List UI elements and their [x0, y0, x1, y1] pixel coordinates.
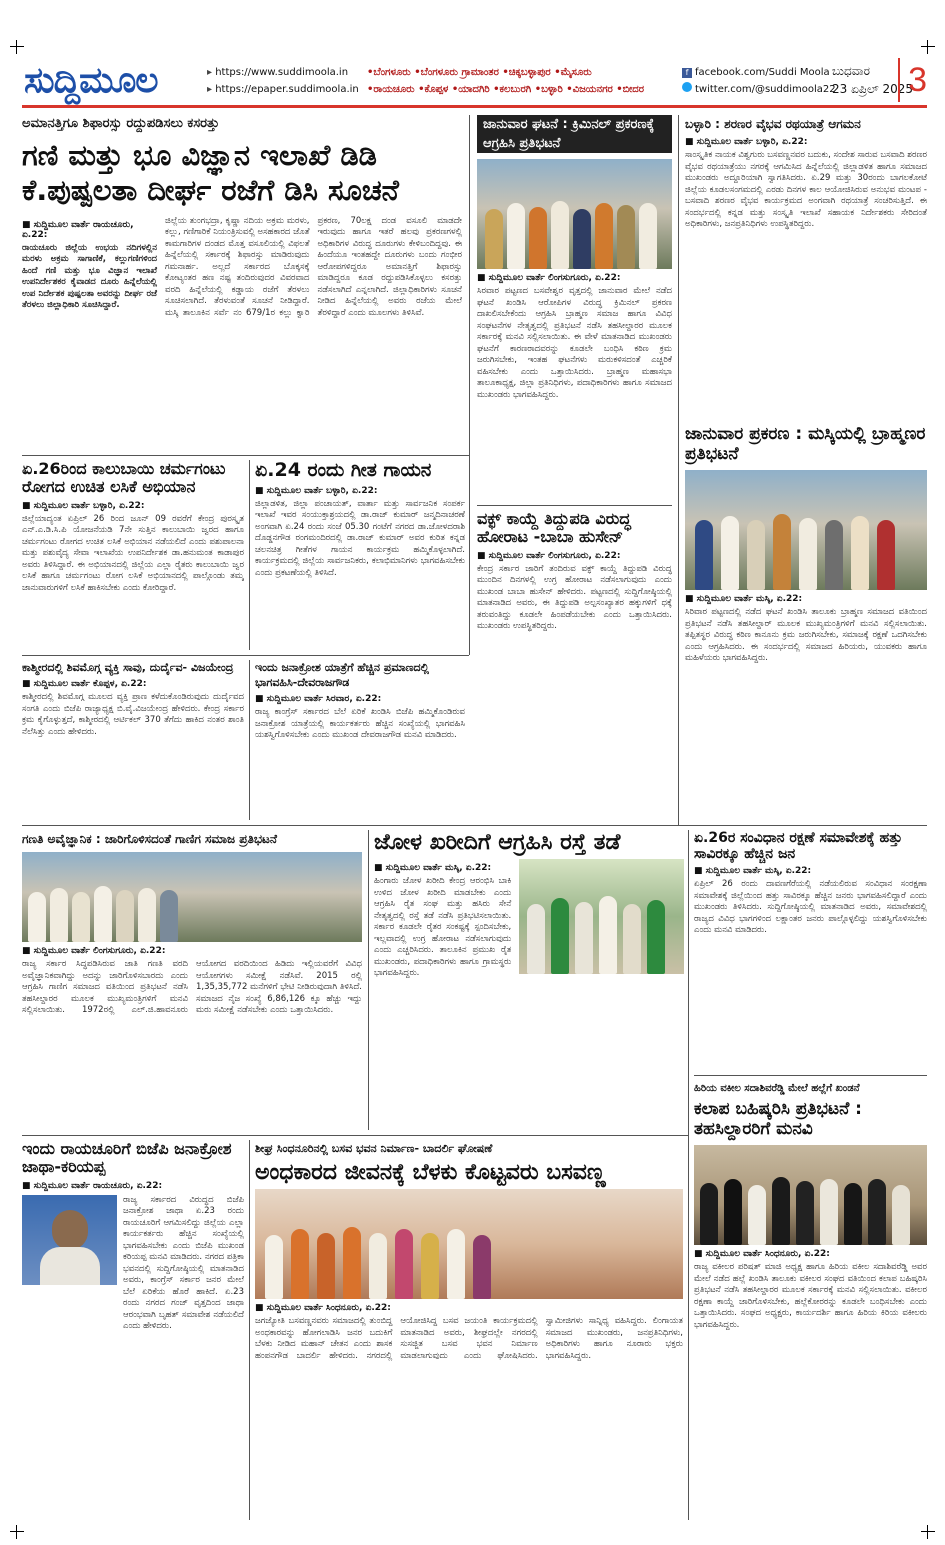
photo-lawyers [694, 1145, 927, 1245]
row-rule [477, 505, 672, 506]
article-waqf-body: ಕೇಂದ್ರ ಸರ್ಕಾರ ಜಾರಿಗೆ ತಂದಿರುವ ವಕ್ಫ್ ಕಾಯ್ದೆ ತಿದ್ದುಪಡಿ ವಿರುದ್ಧ ಮುಂದಿನ ದಿನಗಳಲ್ಲಿ ಉಗ್ರ ಹೋರಾಟ ನಡೆಸಲಾಗುವುದು ಎಂದು ಮುಖಂಡ ಬಾಬಾ ಹುಸೇನ್ ಹೇಳಿದರು. ಪಟ್ಟಣದಲ್ಲಿ ಸುದ್ದಿಗೋಷ್ಠಿಯಲ್ಲಿ ಮಾತನಾಡಿದ ಅವರು, ಈ ತಿದ್ದುಪಡಿ ಅಲ್ಪಸಂಖ್ಯಾತರ ಹಕ್ಕುಗಳಿಗೆ ಧಕ್ಕೆ ತರುವಂತಿದ್ದು ಕೂಡಲೇ ಹಿಂಪಡೆಯಬೇಕು ಎಂದು ಒತ್ತಾಯಿಸಿದರು. ಮುಖಂಡರು ಉಪಸ್ಥಿತರಿದ್ದರು. [477, 563, 672, 632]
row-rule [22, 1135, 688, 1136]
article-maski-protest-body: ಸಿರಿವಾರ ಪಟ್ಟಣದಲ್ಲಿ ನಡೆದ ಘಟನೆ ಖಂಡಿಸಿ ತಾಲೂಕು ಬ್ರಾಹ್ಮಣ ಸಮಾಜದ ವತಿಯಿಂದ ಪ್ರತಿಭಟನೆ ನಡೆಸಿ ತಹಸೀಲ್ದಾರ್ ಮೂಲಕ ಮುಖ್ಯಮಂತ್ರಿಗಳಿಗೆ ಮನವಿ ಸಲ್ಲಿಸಲಾಯಿತು. ತಪ್ಪಿತಸ್ಥರ ವಿರುದ್ಧ ಕಠಿಣ ಕಾನೂನು ಕ್ರಮ ಜರುಗಿಸಬೇಕು, ಸಮಾಜಕ್ಕೆ ರಕ್ಷಣೆ ಒದಗಿಸಬೇಕು ಎಂದು ಆಗ್ರಹಿಸಿದರು. ಈ ಸಂದರ್ಭದಲ್ಲಿ ಸಮಾಜದ ಹಿರಿಯರು, ಯುವಕರು ಹಾಗೂ ಮಹಿಳೆಯರು ಭಾಗವಹಿಸಿದ್ದರು. [685, 607, 927, 664]
article-samvidhana-byline: ■ ಸುದ್ದಿಮೂಲ ವಾರ್ತೆ ಮಸ್ಕಿ, ಏ.22: [694, 866, 927, 876]
article-kashmir-headline: ಕಾಶ್ಮೀರದಲ್ಲಿ ಶಿವಮೊಗ್ಗ ವ್ಯಕ್ತಿ ಸಾವು, ದುರ್ದೈವ- ವಿಜಯೇಂದ್ರ [22, 661, 234, 674]
article-criminal-case [477, 115, 672, 500]
lead-kicker: ಅಮಾನತ್ತಿಗೂ ಶಿಫಾರಸ್ಸು ರದ್ದುಪಡಿಸಲು ಕಸರತ್ತು [22, 116, 220, 131]
article-samvidhana-body: ಏಪ್ರಿಲ್ 26 ರಂದು ದಾವಣಗೆರೆಯಲ್ಲಿ ನಡೆಯಲಿರುವ ಸಂವಿಧಾನ ಸಂರಕ್ಷಣಾ ಸಮಾವೇಶಕ್ಕೆ ಜಿಲ್ಲೆಯಿಂದ ಹತ್ತು ಸಾವಿರಕ್ಕೂ ಹೆಚ್ಚಿನ ಜನರು ಭಾಗವಹಿಸಲಿದ್ದಾರೆ ಎಂದು ಮುಖಂಡರು ತಿಳಿಸಿದರು. ಸುದ್ದಿಗೋಷ್ಠಿಯಲ್ಲಿ ಮಾತನಾಡಿದ ಅವರು, ಸಮಾವೇಶದಲ್ಲಿ ರಾಜ್ಯದ ವಿವಿಧ ಭಾಗಗಳಿಂದ ಲಕ್ಷಾಂತರ ಜನರು ಪಾಲ್ಗೊಳ್ಳಲಿದ್ದು ಯಶಸ್ವಿಗೊಳಿಸಬೇಕು ಎಂದು ಮನವಿ ಮಾಡಿದರು. [694, 879, 927, 936]
crop-mark [10, 1525, 24, 1539]
row-rule [22, 455, 469, 456]
facebook-label: facebook.com/Suddi Moola [695, 67, 830, 78]
article-vaccine-headline: ಏ.26ರಿಂದ ಕಾಲುಬಾಯಿ ಚರ್ಮಗಂಟು ರೋಗದ ಉಚಿತ ಲಸಿಕೆ ಅಭಿಯಾನ [22, 460, 226, 497]
article-janakrosha-byline: ■ ಸುದ್ದಿಮೂಲ ವಾರ್ತೆ ಸಿರವಾರ, ಏ.22: [255, 694, 465, 704]
article-janakrosha [255, 660, 465, 820]
lead-article [22, 115, 462, 450]
city-line-1: •ಬೆಂಗಳೂರು •ಬೆಂಗಳೂರು ಗ್ರಾಮಾಂತರ •ಚಿಕ್ಕಬಳ್ಳಾಪುರ •ಮೈಸೂರು [367, 67, 592, 78]
article-kashmir [22, 660, 244, 820]
article-kashmir-body: ಕಾಶ್ಮೀರದಲ್ಲಿ ಶಿವಮೊಗ್ಗ ಮೂಲದ ವ್ಯಕ್ತಿ ಪ್ರಾಣ ಕಳೆದುಕೊಂಡಿರುವುದು ದುರ್ದೈವದ ಸಂಗತಿ ಎಂದು ಬಿಜೆಪಿ ರಾಜ್ಯಾಧ್ಯಕ್ಷ ಬಿ.ವೈ.ವಿಜಯೇಂದ್ರ ಹೇಳಿದರು. ಕೇಂದ್ರ ಸರ್ಕಾರ ಕ್ರಮ ಕೈಗೊಳ್ಳುತ್ತದೆ, ಕಾಶ್ಮೀರದಲ್ಲಿ ಆರ್ಟಿಕಲ್ 370 ತೆಗೆದು ಹಾಕಿದ ನಂತರ ಶಾಂತಿ ನೆಲೆಸಿತ್ತು ಎಂದು ಹೇಳಿದರು. [22, 692, 244, 737]
article-bjp-jatha [22, 1140, 244, 1520]
website-link[interactable]: ▸ https://www.suddimoola.in [207, 64, 359, 81]
article-waqf-byline: ■ ಸುದ್ದಿಮೂಲ ವಾರ್ತೆ ಲಿಂಗಸುಗೂರು, ಏ.22: [477, 551, 672, 561]
article-ballari-body: ಸಾಂಸ್ಕೃತಿಕ ನಾಯಕ ವಿಶ್ವಗುರು ಬಸವಣ್ಣನವರ ಬದುಕು, ಸಂದೇಶ ಸಾರುವ ಬಸವಾದಿ ಶರಣರ ವೈಭವ ರಥಯಾತ್ರೆಯು ನಗರಕ್ಕೆ ಆಗಮಿಸಿದ ಹಿನ್ನೆಲೆಯಲ್ಲಿ ಜಿಲ್ಲಾಡಳಿತ ಹಾಗೂ ಸಮಾಜದ ಮುಖಂಡರು ಅದ್ದೂರಿಯಾಗಿ ಸ್ವಾಗತಿಸಿದರು. ಏ.29 ಮತ್ತು 30ರಂದು ಬಾಗಲಕೋಟೆ ಜಿಲ್ಲೆಯ ಕೂಡಲಸಂಗಮದಲ್ಲಿ ಎರಡು ದಿನಗಳ ಕಾಲ ಆಯೋಜಿಸಿರುವ ಅನುಭವ ಮಂಟಪ - ಬಸವಾದಿ ಶರಣರ ವೈಭವ ಕಾರ್ಯಕ್ರಮದ ಅಂಗವಾಗಿ ರಥಯಾತ್ರೆ ಸಂಚರಿಸುತ್ತಿದೆ. ಈ ಸಂದರ್ಭದಲ್ಲಿ ಕನ್ನಡ ಮತ್ತು ಸಂಸ್ಕೃತಿ ಇಲಾಖೆ ಸಹಾಯಕ ನಿರ್ದೇಶಕರು ಸೇರಿದಂತೆ ಅಧಿಕಾರಿಗಳು, ಜನಪ್ರತಿನಿಧಿಗಳು ಉಪಸ್ಥಿತರಿದ್ದರು. [685, 150, 927, 229]
article-jola [374, 830, 684, 1130]
article-jola-byline: ■ ಸುದ್ದಿಮೂಲ ವಾರ್ತೆ ಮಸ್ಕಿ, ಏ.22: [374, 863, 511, 873]
photo-ganiga-protest [22, 852, 362, 942]
city-list [367, 64, 644, 98]
article-waqf [477, 510, 672, 820]
photo-protest-2 [685, 470, 927, 590]
article-gita-byline: ■ ಸುದ್ದಿಮೂಲ ವಾರ್ತೆ ಬಳ್ಳಾರಿ, ಏ.22: [255, 486, 465, 496]
article-gita [255, 460, 465, 650]
article-samvidhana-headline: ಏ.26ರ ಸಂವಿಧಾನ ರಕ್ಷಣೆ ಸಮಾವೇಶಕ್ಕೆ ಹತ್ತು ಸಾವಿರಕ್ಕೂ ಹೆಚ್ಚಿನ ಜನ [694, 830, 903, 863]
article-kalapa-body: ರಾಜ್ಯ ವಕೀಲರ ಪರಿಷತ್ ಮಾಜಿ ಅಧ್ಯಕ್ಷ ಹಾಗೂ ಹಿರಿಯ ವಕೀಲ ಸದಾಶಿವರೆಡ್ಡಿ ಅವರ ಮೇಲೆ ನಡೆದ ಹಲ್ಲೆ ಖಂಡಿಸಿ ತಾಲೂಕು ವಕೀಲರ ಸಂಘದ ವತಿಯಿಂದ ಕಲಾಪ ಬಹಿಷ್ಕರಿಸಿ ಪ್ರತಿಭಟನೆ ನಡೆಸಿ ತಹಸೀಲ್ದಾರರ ಮೂಲಕ ಸರ್ಕಾರಕ್ಕೆ ಮನವಿ ಸಲ್ಲಿಸಲಾಯಿತು. ವಕೀಲರ ರಕ್ಷಣಾ ಕಾಯ್ದೆ ಜಾರಿಗೊಳಿಸಬೇಕು, ಹಲ್ಲೆಕೋರರನ್ನು ಕೂಡಲೇ ಬಂಧಿಸಬೇಕು ಎಂದು ಒತ್ತಾಯಿಸಿದರು. ಸಂಘದ ಅಧ್ಯಕ್ಷರು, ಕಾರ್ಯದರ್ಶಿ ಹಾಗೂ ಹಿರಿಯ ಕಿರಿಯ ವಕೀಲರು ಭಾಗವಹಿಸಿದ್ದರು. [694, 1262, 927, 1330]
logo: ಸುದ್ದಿಮೂಲ [24, 60, 158, 101]
photo-basava-jayanti [255, 1189, 683, 1299]
article-ganati-headline: ಗಣತಿ ಅವೈಜ್ಞಾನಿಕ : ಜಾರಿಗೊಳಿಸದಂತೆ ಗಾಣಿಗ ಸಮಾಜ ಪ್ರತಿಭಟನೆ [22, 832, 278, 846]
twitter-icon [682, 82, 692, 92]
column-rule [249, 1140, 250, 1520]
photo-farmers [519, 859, 684, 974]
article-kalapa [694, 1080, 927, 1520]
twitter-link[interactable] [682, 81, 836, 98]
column-rule [368, 830, 369, 1130]
article-gita-headline: ಏ.24 ರಂದು ಗೀತ ಗಾಯನ [255, 460, 432, 481]
article-jola-headline: ಜೋಳ ಖರೀದಿಗೆ ಆಗ್ರಹಿಸಿ ರಸ್ತೆ ತಡೆ [374, 830, 621, 855]
article-basava-kicker: ಶೀಘ್ರ ಸಿಂಧನೂರಿನಲ್ಲಿ ಬಸವ ಭವನ ನಿರ್ಮಾಣ- ಬಾದರ್ಲಿ ಘೋಷಣೆ [255, 1142, 493, 1155]
article-kalapa-kicker: ಹಿರಿಯ ವಕೀಲ ಸದಾಶಿವರೆಡ್ಡಿ ಮೇಲೆ ಹಲ್ಲೆಗೆ ಖಂಡನೆ [694, 1083, 860, 1094]
article-bjp-jatha-byline: ■ ಸುದ್ದಿಮೂಲ ವಾರ್ತೆ ರಾಯಚೂರು, ಏ.22: [22, 1181, 244, 1191]
column-rule [249, 460, 250, 650]
article-maski-protest-headline: ಜಾನುವಾರ ಪ್ರಕರಣ : ಮಸ್ಕಿಯಲ್ಲಿ ಬ್ರಾಹ್ಮಣರ ಪ್ರತಿಭಟನೆ [685, 425, 926, 464]
social-links [682, 64, 836, 98]
article-gita-body: ಜಿಲ್ಲಾಡಳಿತ, ಜಿಲ್ಲಾ ಪಂಚಾಯತ್, ವಾರ್ತಾ ಮತ್ತು ಸಾರ್ವಜನಿಕ ಸಂಪರ್ಕ ಇಲಾಖೆ ಇವರ ಸಂಯುಕ್ತಾಶ್ರಯದಲ್ಲಿ ಡಾ.ರಾಜ್ ಕುಮಾರ್ ಜನ್ಮದಿನಾಚರಣೆ ಅಂಗವಾಗಿ ಏ.24 ರಂದು ಸಂಜೆ 05.30 ಗಂಟೆಗೆ ನಗರದ ಡಾ.ಜೋಳದರಾಶಿ ದೊಡ್ಡನಗೌಡ ರಂಗಮಂದಿರದಲ್ಲಿ ಡಾ.ರಾಜ್ ಕುಮಾರ್ ಅವರ ಕುರಿತ ಕನ್ನಡ ಚಲನಚಿತ್ರ ಗೀತೆಗಳ ಗಾಯನ ಕಾರ್ಯಕ್ರಮ ಹಮ್ಮಿಕೊಳ್ಳಲಾಗಿದೆ. ಕಾರ್ಯಕ್ರಮದಲ್ಲಿ ಜಿಲ್ಲೆಯ ಸಾರ್ವಜನಿಕರು, ಕಲಾಭಿಮಾನಿಗಳು ಭಾಗವಹಿಸಬೇಕು ಎಂದು ಪ್ರಕಟಣೆಯಲ್ಲಿ ತಿಳಿಸಿದೆ. [255, 498, 465, 578]
site-links [207, 64, 359, 98]
article-bjp-jatha-headline: ಇಂದು ರಾಯಚೂರಿಗೆ ಬಿಜೆಪಿ ಜನಾಕ್ರೋಶ ಜಾಥಾ-ಕರಿಯಪ್ಪ [22, 1140, 232, 1177]
photo-portrait [22, 1195, 117, 1285]
twitter-label: twitter.com/@suddimoola22 [695, 84, 836, 95]
newspaper-page [22, 40, 927, 1520]
article-ganati-byline: ■ ಸುದ್ದಿಮೂಲ ವಾರ್ತೆ ಲಿಂಗಸುಗೂರು, ಏ.22: [22, 946, 362, 956]
epaper-link[interactable]: ▸ https://epaper.suddimoola.in [207, 81, 359, 98]
article-maski-protest-byline: ■ ಸುದ್ದಿಮೂಲ ವಾರ್ತೆ ಮಸ್ಕಿ, ಏ.22: [685, 594, 927, 604]
article-vaccine [22, 460, 244, 650]
weekday: ಬುಧವಾರ [832, 64, 870, 78]
article-vaccine-body: ಜಿಲ್ಲೆಯಾದ್ಯಂತ ಏಪ್ರಿಲ್ 26 ರಿಂದ ಜೂನ್ 09 ರವರೆಗೆ ಕೇಂದ್ರ ಪುರಸ್ಕೃತ ಎನ್.ಎ.ಡಿ.ಸಿ.ಪಿ ಯೋಜನೆಯಡಿ 7ನೇ ಸುತ್ತಿನ ಕಾಲುಬಾಯಿ ಜ್ವರದ ಹಾಗೂ ಚರ್ಮಗಂಟು ರೋಗದ ಉಚಿತ ಲಸಿಕೆ ಅಭಿಯಾನ ನಡೆಯಲಿದೆ ಎಂದು ಪಶುಪಾಲನಾ ಮತ್ತು ಪಶುವೈದ್ಯ ಸೇವಾ ಇಲಾಖೆಯ ಉಪನಿರ್ದೇಶಕ ಡಾ.ಹನುಮಂತ ಕಾಡಾಪುರ ಅವರು ತಿಳಿಸಿದ್ದಾರೆ. ಈ ಅಭಿಯಾನದಲ್ಲಿ ಜಿಲ್ಲೆಯ ಎಲ್ಲಾ ರೈತರು ಕಾಲುಬಾಯಿ ಜ್ವರ ಲಸಿಕೆ ಹಾಗೂ ಚರ್ಮಗಂಟು ರೋಗ ಲಸಿಕೆ ಅಭಿಯಾನದಲ್ಲಿ ಪಾಲ್ಗೊಂಡು ತಮ್ಮ ಜಾನುವಾರುಗಳಿಗೆ ಲಸಿಕೆ ಹಾಕಿಸಬೇಕು ಎಂದು ಕೋರಿದ್ದಾರೆ. [22, 513, 244, 593]
facebook-link[interactable] [682, 64, 836, 81]
article-kashmir-byline: ■ ಸುದ್ದಿಮೂಲ ವಾರ್ತೆ ಕೊಪ್ಪಳ, ಏ.22: [22, 679, 244, 689]
article-janakrosha-headline: ಇಂದು ಜನಾಕ್ರೋಶ ಯಾತ್ರೆಗೆ ಹೆಚ್ಚಿನ ಪ್ರಮಾಣದಲ್ಲಿ ಭಾಗವಹಿಸಿ-ದೇವರಾಜಗೌಡ [255, 661, 429, 689]
article-ballari [685, 115, 927, 415]
issue-date: 23 ಏಪ್ರಿಲ್ 2025 [832, 82, 914, 96]
column-rule [688, 830, 689, 1520]
facebook-icon: f [682, 68, 692, 78]
article-basava-body: ಜಗಜ್ಯೋತಿ ಬಸವಣ್ಣನವರು ಸಮಾಜದಲ್ಲಿ ತುಂಬಿದ್ದ ಅಂಧಕಾರವನ್ನು ಹೋಗಲಾಡಿಸಿ ಜನರ ಬದುಕಿಗೆ ಬೆಳಕು ನೀಡಿದ ಮಹಾನ್ ಚೇತನ ಎಂದು ಶಾಸಕ ಹಂಪನಗೌಡ ಬಾದರ್ಲಿ ಹೇಳಿದರು. ನಗರದಲ್ಲಿ ಆಯೋಜಿಸಿದ್ದ ಬಸವ ಜಯಂತಿ ಕಾರ್ಯಕ್ರಮದಲ್ಲಿ ಮಾತನಾಡಿದ ಅವರು, ಶೀಘ್ರದಲ್ಲೇ ನಗರದಲ್ಲಿ ಸುಸಜ್ಜಿತ ಬಸವ ಭವನ ನಿರ್ಮಾಣ ಮಾಡಲಾಗುವುದು ಎಂದು ಘೋಷಿಸಿದರು. ಸ್ವಾಮೀಜಿಗಳು ಸಾನ್ನಿಧ್ಯ ವಹಿಸಿದ್ದರು. ಲಿಂಗಾಯತ ಸಮಾಜದ ಮುಖಂಡರು, ಜನಪ್ರತಿನಿಧಿಗಳು, ಅಧಿಕಾರಿಗಳು ಹಾಗೂ ನೂರಾರು ಭಕ್ತರು ಭಾಗವಹಿಸಿದ್ದರು. [255, 1316, 683, 1361]
article-basava-headline: ಅಂಧಕಾರದ ಜೀವನಕ್ಕೆ ಬೆಳಕು ಕೊಟ್ಟವರು ಬಸವಣ್ಣ [255, 1160, 606, 1185]
article-ballari-headline: ಬಳ್ಳಾರಿ : ಶರಣರ ವೈಭವ ರಥಯಾತ್ರೆ ಆಗಮನ [685, 117, 861, 131]
row-rule [694, 1075, 927, 1076]
crop-mark [921, 1525, 935, 1539]
city-line-2: •ರಾಯಚೂರು •ಕೊಪ್ಪಳ •ಯಾದಗಿರಿ •ಕಲಬುರಗಿ •ಬಳ್ಳಾರಿ •ವಿಜಯನಗರ •ಬೀದರ [367, 84, 644, 95]
article-kalapa-byline: ■ ಸುದ್ದಿಮೂಲ ವಾರ್ತೆ ಸಿಂಧನೂರು, ಏ.22: [694, 1249, 927, 1259]
article-waqf-headline: ವಕ್ಫ್ ಕಾಯ್ದೆ ತಿದ್ದುಪಡಿ ವಿರುದ್ಧ ಹೋರಾಟ -ಬಾಬಾ ಹುಸೇನ್ [477, 510, 631, 547]
masthead [22, 58, 927, 108]
article-maski-protest [685, 425, 927, 825]
page-number: 3 [898, 58, 927, 102]
lead-body: ಜಿಲ್ಲೆಯ ತುಂಗಭದ್ರಾ, ಕೃಷ್ಣಾ ನದಿಯ ಅಕ್ರಮ ಮರಳು, ಕಲ್ಲು, ಗಣಿಗಾರಿಕೆ ನಿಯಂತ್ರಿಸುವಲ್ಲಿ ಅಸಹಕಾರದ ಜೊತೆ ಕಾಮಗಾರಿಗಳ ದಂಡದ ಮೊತ್ತ ವಸೂಲಿಯಲ್ಲಿ ವಿಫಲತೆ ಹಿನ್ನೆಲೆಯಲ್ಲಿ ಸರ್ಕಾರಕ್ಕೆ ಶಿಫಾರಸ್ಸು ಮಾಡಿರುವುದು ಗಮನಾರ್ಹ. ಅಲ್ಲದೆ ಸರ್ಕಾರದ ಬೊಕ್ಕಸಕ್ಕೆ ಕೋಟ್ಯಂತರ ಹಣ ನಷ್ಟ ತಂದಿರುವುದರ ವಿವರವಾದ ವರದಿ ಹಿನ್ನೆಲೆಯಲ್ಲಿ ಕಡ್ಡಾಯ ರಜೆಗೆ ತೆರಳಲು ಸೂಚಿಸಲಾಗಿದೆ. ತೆರಳುವಂತೆ ಸೂಚನೆ ನೀಡಿದ್ದಾರೆ. ಮಸ್ಕಿ ತಾಲೂಕಿನ ಸರ್ವೆ ನಂ 679/1ರ ಕಲ್ಲು ಕ್ವಾರಿ ಪ್ರಕರಣ, 70ಲಕ್ಷ ದಂಡ ವಸೂಲಿ ಮಾಡದೇ ಇರುವುದು ಹಾಗೂ ಇತರೆ ಹಲವು ಪ್ರಕರಣಗಳಲ್ಲಿ ಅಧಿಕಾರಿಗಳ ವಿರುದ್ಧ ದೂರುಗಳು ಕೇಳಿಬಂದಿದ್ದವು. ಈ ಹಿಂದೆಯೂ ಇಂತಹದ್ದೇ ದೂರುಗಳು ಬಂದು ಗಂಭೀರ ಆರೋಪಗಳಿದ್ದರೂ ಅಮಾನತ್ತಿಗೆ ಶಿಫಾರಸ್ಸು ಮಾಡಿದ್ದರೂ ಕೂಡ ರದ್ದುಪಡಿಸಿಕೊಳ್ಳಲು ಕಸರತ್ತು ನಡೆಸಲಾಗಿದೆ ಎನ್ನಲಾಗಿದೆ. ಜಿಲ್ಲಾಧಿಕಾರಿಗಳು ಸೂಚನೆ ನೀಡಿದ ಹಿನ್ನೆಲೆಯಲ್ಲಿ ಅವರು ರಜೆಯ ಮೇಲೆ ತೆರಳಿದ್ದಾರೆ ಎಂದು ಮೂಲಗಳು ತಿಳಿಸಿವೆ. [165, 215, 462, 318]
photo-protest-1 [477, 159, 672, 269]
lead-headline-2: ಕೆ.ಪುಷ್ಪಲತಾ ದೀರ್ಘ ರಜೆಗೆ ಡಿಸಿ ಸೂಚನೆ [22, 173, 399, 208]
article-kalapa-headline: ಕಲಾಪ ಬಹಿಷ್ಕರಿಸಿ ಪ್ರತಿಭಟನೆ : ತಹಸಿಲ್ದಾರರಿಗೆ ಮನವಿ [694, 1099, 862, 1139]
lead-byline: ■ ಸುದ್ದಿಮೂಲ ವಾರ್ತೆ ರಾಯಚೂರು, ಏ.22: [22, 220, 157, 240]
column-rule [678, 115, 679, 825]
article-ganati-body: ರಾಜ್ಯ ಸರ್ಕಾರ ಸಿದ್ಧಪಡಿಸಿರುವ ಜಾತಿ ಗಣತಿ ವರದಿ ಅವೈಜ್ಞಾನಿಕವಾಗಿದ್ದು ಅದನ್ನು ಜಾರಿಗೊಳಿಸಬಾರದು ಎಂದು ಆಗ್ರಹಿಸಿ ಗಾಣಿಗ ಸಮಾಜದ ವತಿಯಿಂದ ಪ್ರತಿಭಟನೆ ನಡೆಸಿ ತಹಸೀಲ್ದಾರರ ಮೂಲಕ ಮುಖ್ಯಮಂತ್ರಿಗಳಿಗೆ ಮನವಿ ಸಲ್ಲಿಸಲಾಯಿತು. 1972ರಲ್ಲಿ ಎಲ್.ಜಿ.ಹಾವನೂರು ಆಯೋಗದ ವರದಿಯಿಂದ ಹಿಡಿದು ಇಲ್ಲಿಯವರೆಗೆ ವಿವಿಧ ಆಯೋಗಗಳು ಸಮೀಕ್ಷೆ ನಡೆಸಿವೆ. 2015 ರಲ್ಲಿ 1,35,35,772 ಮನೆಗಳಿಗೆ ಭೇಟಿ ನೀಡಿರುವುದಾಗಿ ತಿಳಿಸಿದೆ. ಸಮಾಜದ ನೈಜ ಸಂಖ್ಯೆ 6,86,126 ಕ್ಕೂ ಹೆಚ್ಚು ಇದ್ದು ಮರು ಸಮೀಕ್ಷೆ ನಡೆಸಬೇಕು ಎಂದು ಒತ್ತಾಯಿಸಿದರು. [22, 959, 362, 1015]
article-vaccine-byline: ■ ಸುದ್ದಿಮೂಲ ವಾರ್ತೆ ಬಳ್ಳಾರಿ, ಏ.22: [22, 501, 244, 511]
lead-headline-1: ಗಣಿ ಮತ್ತು ಭೂ ವಿಜ್ಞಾನ ಇಲಾಖೆ ಡಿಡಿ [22, 138, 377, 172]
article-criminal-case-body: ಸಿರವಾರ ಪಟ್ಟಣದ ಬಸವೇಶ್ವರ ವೃತ್ತದಲ್ಲಿ ಜಾನುವಾರ ಮೇಲೆ ನಡೆದ ಘಟನೆ ಖಂಡಿಸಿ ಆರೋಪಿಗಳ ವಿರುದ್ಧ ಕ್ರಿಮಿನಲ್ ಪ್ರಕರಣ ದಾಖಲಿಸಬೇಕೆಂದು ಆಗ್ರಹಿಸಿ ಬ್ರಾಹ್ಮಣ ಸಮಾಜ ಹಾಗೂ ವಿವಿಧ ಸಂಘಟನೆಗಳ ನೇತೃತ್ವದಲ್ಲಿ ಪ್ರತಿಭಟನೆ ನಡೆಸಿ ತಹಸೀಲ್ದಾರರ ಮೂಲಕ ಸರ್ಕಾರಕ್ಕೆ ಮನವಿ ಸಲ್ಲಿಸಲಾಯಿತು. ಈ ವೇಳೆ ಮಾತನಾಡಿದ ಮುಖಂಡರು ಘಟನೆಗೆ ಕಾರಣರಾದವರನ್ನು ಕೂಡಲೇ ಬಂಧಿಸಿ ಕಠಿಣ ಕ್ರಮ ಜರುಗಿಸಬೇಕು, ಇಂತಹ ಘಟನೆಗಳು ಮರುಕಳಿಸದಂತೆ ಎಚ್ಚರಿಕೆ ವಹಿಸಬೇಕು ಎಂದು ಒತ್ತಾಯಿಸಿದರು. ಬ್ರಾಹ್ಮಣ ಮಹಾಸಭಾ ತಾಲೂಕಾಧ್ಯಕ್ಷ, ಜಿಲ್ಲಾ ಪ್ರತಿನಿಧಿಗಳು, ಪದಾಧಿಕಾರಿಗಳು ಹಾಗೂ ಸಮಾಜದ ಮುಖಂಡರು ಭಾಗವಹಿಸಿದ್ದರು. [477, 286, 672, 400]
row-rule [22, 825, 927, 826]
article-basava [255, 1140, 683, 1520]
column-rule [469, 115, 470, 655]
article-ganati [22, 830, 362, 1130]
article-ballari-byline: ■ ಸುದ್ದಿಮೂಲ ವಾರ್ತೆ ಬಳ್ಳಾರಿ, ಏ.22: [685, 137, 927, 147]
article-basava-byline: ■ ಸುದ್ದಿಮೂಲ ವಾರ್ತೆ ಸಿಂಧನೂರು, ಏ.22: [255, 1303, 683, 1313]
article-jola-body: ಹಿಂಗಾರು ಜೋಳ ಖರೀದಿ ಕೇಂದ್ರ ಆರಂಭಿಸಿ ಬಾಕಿ ಉಳಿದ ಜೋಳ ಖರೀದಿ ಮಾಡಬೇಕು ಎಂದು ಆಗ್ರಹಿಸಿ ರೈತ ಸಂಘ ಮತ್ತು ಹಸಿರು ಸೇನೆ ನೇತೃತ್ವದಲ್ಲಿ ರಸ್ತೆ ತಡೆ ನಡೆಸಿ ಪ್ರತಿಭಟಿಸಲಾಯಿತು. ಸರ್ಕಾರ ಕೂಡಲೇ ರೈತರ ಸಂಕಷ್ಟಕ್ಕೆ ಸ್ಪಂದಿಸಬೇಕು, ಇಲ್ಲವಾದಲ್ಲಿ ಉಗ್ರ ಹೋರಾಟ ನಡೆಸಲಾಗುವುದು ಎಂದು ಎಚ್ಚರಿಸಿದರು. ತಾಲೂಕಿನ ಪ್ರಮುಖ ರೈತ ಮುಖಂಡರು, ಪದಾಧಿಕಾರಿಗಳು ಹಾಗೂ ಗ್ರಾಮಸ್ಥರು ಭಾಗವಹಿಸಿದ್ದರು. [374, 876, 512, 979]
article-janakrosha-body: ರಾಜ್ಯ ಕಾಂಗ್ರೆಸ್ ಸರ್ಕಾರದ ಬೆಲೆ ಏರಿಕೆ ಖಂಡಿಸಿ ಬಿಜೆಪಿ ಹಮ್ಮಿಕೊಂಡಿರುವ ಜನಾಕ್ರೋಶ ಯಾತ್ರೆಯಲ್ಲಿ ಕಾರ್ಯಕರ್ತರು ಹೆಚ್ಚಿನ ಸಂಖ್ಯೆಯಲ್ಲಿ ಭಾಗವಹಿಸಿ ಯಶಸ್ವಿಗೊಳಿಸಬೇಕು ಎಂದು ಮುಖಂಡ ದೇವರಾಜಗೌಡ ಮನವಿ ಮಾಡಿದರು. [255, 707, 465, 740]
article-criminal-case-byline: ■ ಸುದ್ದಿಮೂಲ ವಾರ್ತೆ ಲಿಂಗಸುಗೂರು, ಏ.22: [477, 273, 672, 283]
article-samvidhana [694, 830, 927, 1070]
article-bjp-jatha-body: ರಾಜ್ಯ ಸರ್ಕಾರದ ವಿರುದ್ಧದ ಬಿಜೆಪಿ ಜನಾಕ್ರೋಶ ಜಾಥಾ ಏ.23 ರಂದು ರಾಯಚೂರಿಗೆ ಆಗಮಿಸಲಿದ್ದು ಜಿಲ್ಲೆಯ ಎಲ್ಲಾ ಕಾರ್ಯಕರ್ತರು ಹೆಚ್ಚಿನ ಸಂಖ್ಯೆಯಲ್ಲಿ ಭಾಗವಹಿಸಬೇಕು ಎಂದು ಬಿಜೆಪಿ ಮುಖಂಡ ಕರಿಯಪ್ಪ ಮನವಿ ಮಾಡಿದರು. ನಗರದ ಪತ್ರಿಕಾ ಭವನದಲ್ಲಿ ಸುದ್ದಿಗೋಷ್ಠಿಯಲ್ಲಿ ಮಾತನಾಡಿದ ಅವರು, ಕಾಂಗ್ರೆಸ್ ಸರ್ಕಾರ ಜನರ ಮೇಲೆ ಬೆಲೆ ಏರಿಕೆಯ ಹೊರೆ ಹಾಕಿದೆ. ಏ.23 ರಂದು ನಗರದ ಗಂಜ್ ವೃತ್ತದಿಂದ ಜಾಥಾ ಆರಂಭವಾಗಿ ಬೃಹತ್ ಸಮಾವೇಶ ನಡೆಯಲಿದೆ ಎಂದು ಹೇಳಿದರು. [123, 1194, 244, 1332]
row-rule [22, 655, 469, 656]
column-rule [249, 660, 250, 820]
article-criminal-case-headline: ಜಾನುವಾರ ಘಟನೆ : ಕ್ರಿಮಿನಲ್ ಪ್ರಕರಣಕ್ಕೆ ಆಗ್ರಹಿಸಿ ಪ್ರತಿಭಟನೆ [477, 115, 672, 153]
lead-lede: ರಾಯಚೂರು ಜಿಲ್ಲೆಯ ಉಭಯ ನದಿಗಳಲ್ಲಿನ ಮರಳು ಅಕ್ರಮ ಸಾಗಾಣಿಕೆ, ಕಲ್ಲುಗಣಿಗಳಿಂದ ಹಿಂದೆ ಗಣಿ ಮತ್ತು ಭೂ ವಿಜ್ಞಾನ ಇಲಾಖೆ ಉಪನಿರ್ದೇಶಕರ ಕೈವಾಡದ ದೂರು ಹಿನ್ನೆಲೆಯಲ್ಲಿ ಉಪ ನಿರ್ದೇಶಕ ಪುಷ್ಪಲತಾ ಅವರನ್ನು ದೀರ್ಘ ರಜೆ ತೆರಳಲು ಜಿಲ್ಲಾಧಿಕಾರಿ ಸೂಚಿಸಿದ್ದಾರೆ. [22, 242, 157, 311]
